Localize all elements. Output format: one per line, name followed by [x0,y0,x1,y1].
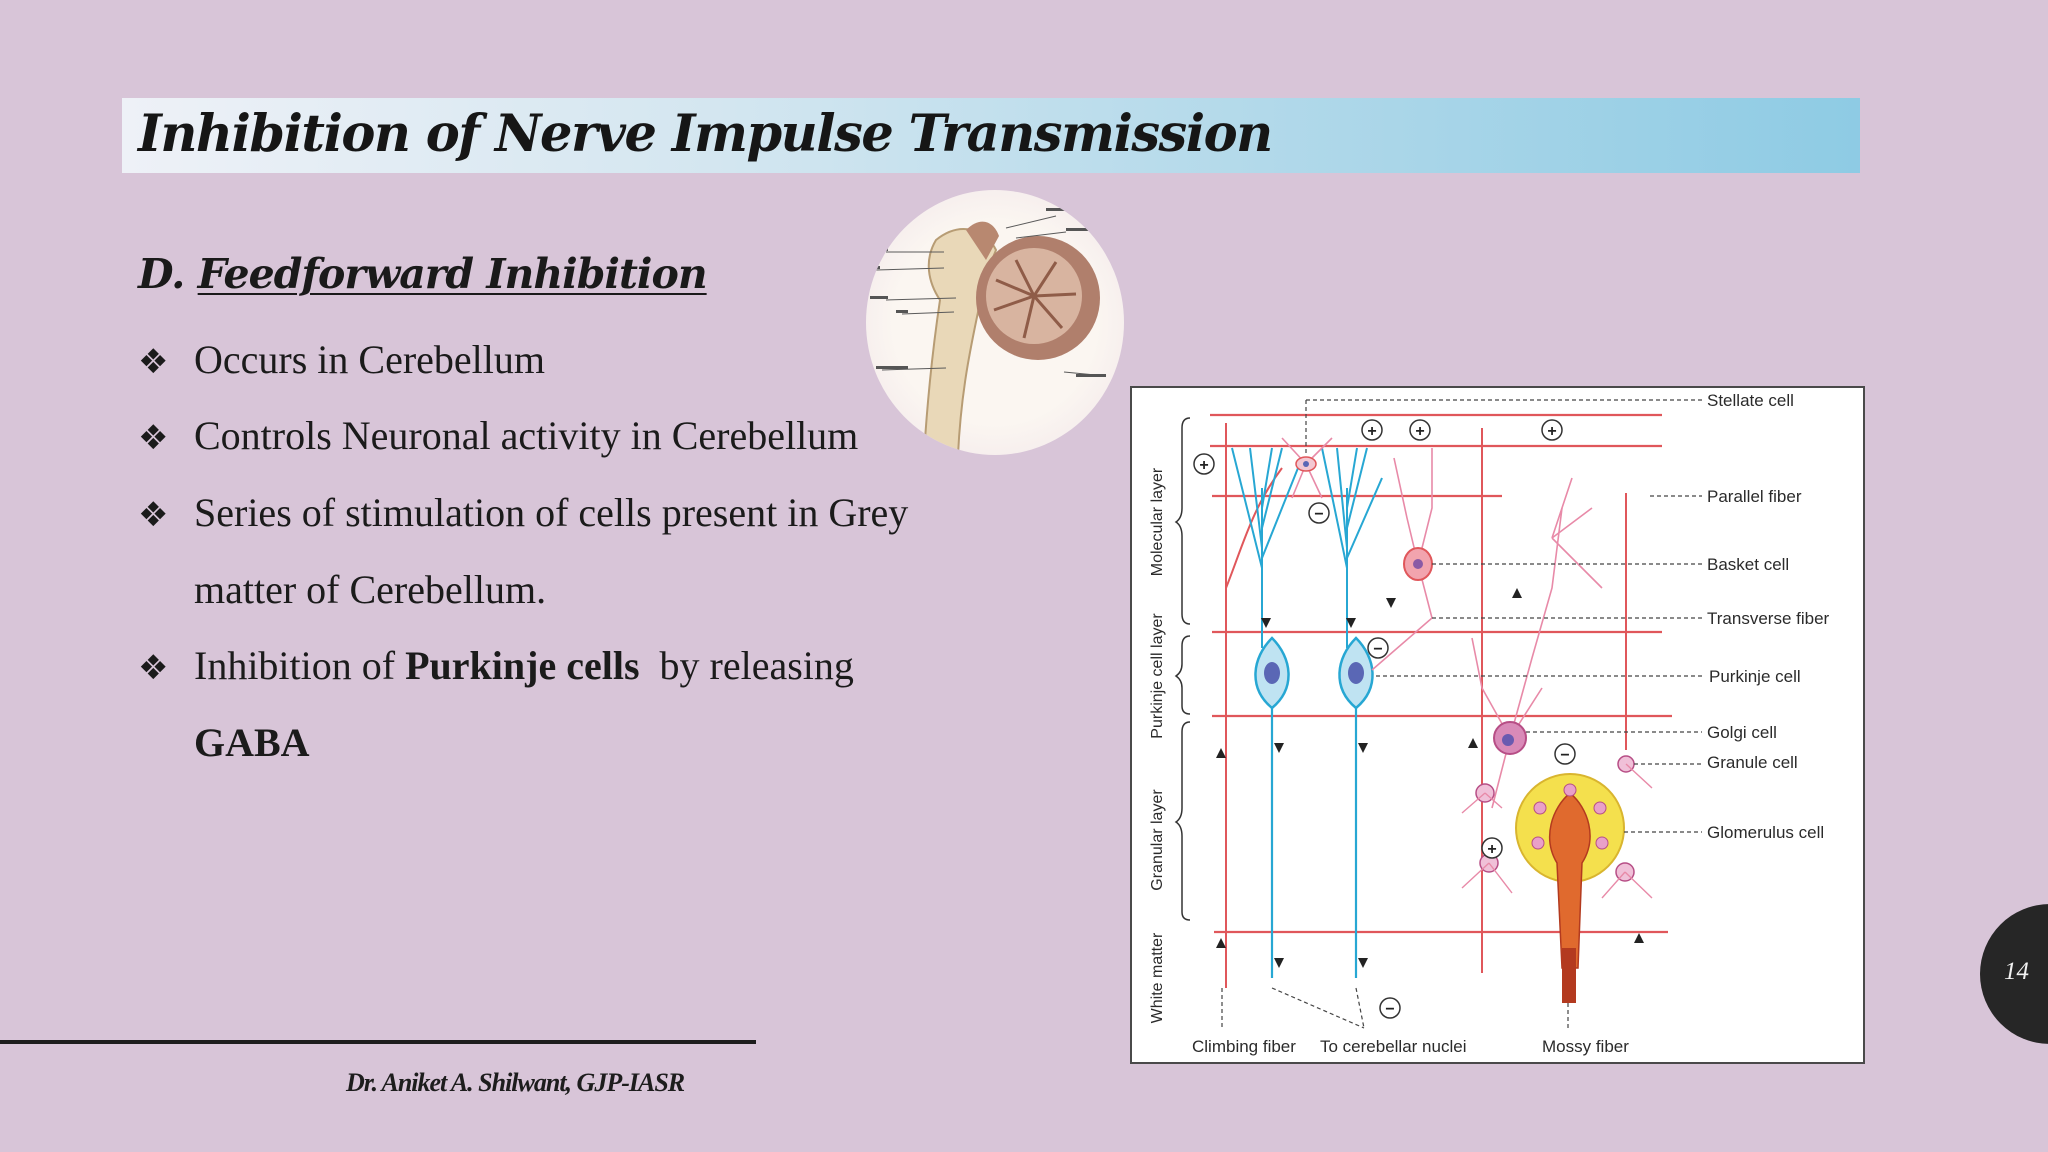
minus-label: − [1560,747,1570,764]
diamond-cluster-icon: ❖ [138,342,169,382]
bullet-text: Controls Neuronal activity in Cerebellum [194,413,859,458]
purkinje-cell-label: Purkinje cell [1709,667,1801,686]
purkinje-cell [1255,638,1288,708]
diamond-cluster-icon: ❖ [138,495,169,535]
plus-label: + [1547,423,1557,440]
cerebellum-circuit-diagram [1130,386,1865,1064]
granule-cell-label: Granule cell [1707,753,1798,772]
cerebellar-nuclei-label: To cerebellar nuclei [1320,1037,1467,1056]
interneuron-processes [1282,438,1602,808]
bullet-text-after: by releasing [639,643,854,688]
bullet-item [138,412,858,459]
minus-label: − [1385,1001,1395,1018]
transverse-fiber-label: Transverse fiber [1707,609,1830,628]
layer-braces [1176,418,1190,920]
bullet-text: Inhibition of [194,643,406,688]
glomerulus [1516,774,1624,968]
purkinje-dendrites [1232,448,1382,648]
footer-divider [0,1040,756,1044]
diamond-cluster-icon: ❖ [138,418,169,458]
stellate-cell [1296,457,1316,471]
subheading-prefix: D. [138,250,185,298]
bullet-continuation: GABA [194,720,310,765]
bullet-text: Series of stimulation of cells present in Grey [194,490,909,535]
granular-layer-label: Granular layer [1149,789,1166,891]
plus-label: + [1415,423,1425,440]
minus-label: − [1314,506,1324,523]
cerebellum-illustration [866,190,1124,455]
basket-cell [1404,548,1432,580]
plus-label: + [1199,457,1209,474]
plus-label: + [1367,423,1377,440]
subheading [138,250,707,298]
white-matter-label: White matter [1149,932,1166,1024]
circuit-svg [1132,388,1863,1062]
page-number: 14 [2004,958,2029,985]
slide-title: Inhibition of Nerve Impulse Transmission [138,104,1272,164]
mossy-fiber [1562,948,1576,1003]
page-number-badge [1980,904,2048,1044]
title-bar [122,98,1860,173]
bullet-text: Occurs in Cerebellum [194,337,545,382]
bullet-item [138,489,908,536]
climbing-fiber-label: Climbing fiber [1192,1037,1296,1056]
minus-label: − [1373,641,1383,658]
glomerulus-cell-label: Glomerulus cell [1707,823,1825,842]
basket-cell-label: Basket cell [1707,555,1790,574]
diamond-cluster-icon: ❖ [138,648,169,688]
bullet-bold-text: Purkinje cells [405,643,640,688]
molecular-layer-label: Molecular layer [1149,467,1166,577]
stellate-cell-label: Stellate cell [1707,391,1794,410]
golgi-cell-label: Golgi cell [1707,723,1777,742]
purkinje-layer-label: Purkinje cell layer [1149,613,1166,739]
bullet-continuation: matter of Cerebellum. [194,567,547,612]
plus-label: + [1487,841,1497,858]
mossy-fiber-label: Mossy fiber [1542,1037,1629,1056]
cerebellum-drawing [866,190,1124,455]
golgi-cell [1494,722,1526,754]
parallel-fiber-label: Parallel fiber [1707,487,1802,506]
footer-author: Dr. Aniket A. Shilwant, GJP-IASR [346,1068,685,1097]
bullet-item [138,336,545,383]
subheading-text: Feedforward Inhibition [197,250,707,298]
bullet-item [138,642,854,689]
